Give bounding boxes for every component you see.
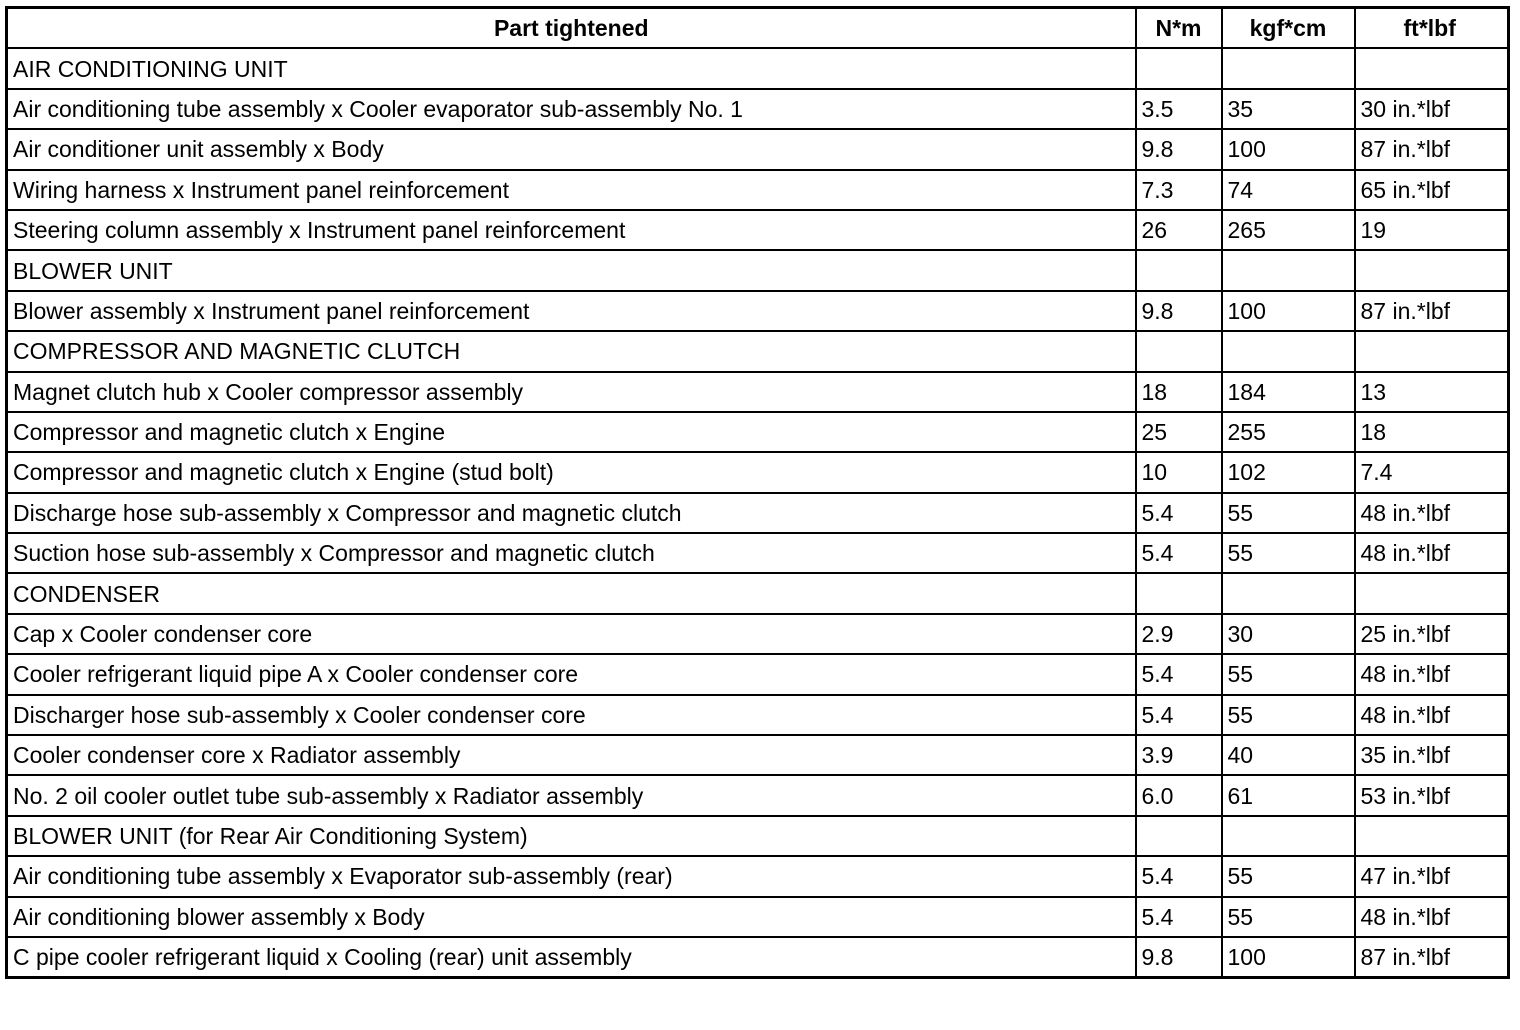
table-row: [7, 654, 1509, 694]
cell-kgfcm: [1222, 573, 1355, 613]
cell-part: C pipe cooler refrigerant liquid x Cooling (rear) unit assembly: [7, 937, 1136, 978]
cell-kgfcm: 102: [1222, 452, 1355, 492]
cell-part: Cooler condenser core x Radiator assembly: [7, 735, 1136, 775]
table-row: [7, 210, 1509, 250]
cell-nm: [1136, 250, 1222, 290]
table-row: [7, 170, 1509, 210]
cell-nm: 6.0: [1136, 775, 1222, 815]
table-row: [7, 452, 1509, 492]
cell-kgfcm: 61: [1222, 775, 1355, 815]
header-kgf-cm: kgf*cm: [1222, 8, 1355, 49]
cell-ftlbf: 65 in.*lbf: [1355, 170, 1509, 210]
cell-nm: 2.9: [1136, 614, 1222, 654]
cell-nm: 3.5: [1136, 89, 1222, 129]
cell-nm: 5.4: [1136, 533, 1222, 573]
cell-nm: 9.8: [1136, 129, 1222, 169]
cell-ftlbf: 48 in.*lbf: [1355, 493, 1509, 533]
table-row: [7, 937, 1509, 978]
table-row: [7, 533, 1509, 573]
cell-part: Suction hose sub-assembly x Compressor and magnetic clutch: [7, 533, 1136, 573]
cell-part: Discharger hose sub-assembly x Cooler condenser core: [7, 695, 1136, 735]
cell-ftlbf: 13: [1355, 372, 1509, 412]
cell-kgfcm: 100: [1222, 291, 1355, 331]
section-row: [7, 250, 1509, 290]
cell-nm: 10: [1136, 452, 1222, 492]
cell-kgfcm: 74: [1222, 170, 1355, 210]
cell-nm: 9.8: [1136, 291, 1222, 331]
cell-part: Steering column assembly x Instrument panel reinforcement: [7, 210, 1136, 250]
cell-part: Compressor and magnetic clutch x Engine: [7, 412, 1136, 452]
cell-ftlbf: 48 in.*lbf: [1355, 533, 1509, 573]
table-row: [7, 897, 1509, 937]
cell-part: Compressor and magnetic clutch x Engine (stud bolt): [7, 452, 1136, 492]
cell-ftlbf: 53 in.*lbf: [1355, 775, 1509, 815]
table-row: [7, 291, 1509, 331]
section-heading: CONDENSER: [7, 573, 1136, 613]
section-heading: AIR CONDITIONING UNIT: [7, 48, 1136, 88]
cell-kgfcm: 55: [1222, 856, 1355, 896]
section-row: [7, 816, 1509, 856]
cell-part: Discharge hose sub-assembly x Compressor and magnetic clutch: [7, 493, 1136, 533]
table-row: [7, 614, 1509, 654]
cell-kgfcm: [1222, 250, 1355, 290]
cell-nm: 18: [1136, 372, 1222, 412]
cell-nm: 5.4: [1136, 493, 1222, 533]
cell-kgfcm: 55: [1222, 695, 1355, 735]
cell-nm: [1136, 816, 1222, 856]
cell-part: Blower assembly x Instrument panel reinforcement: [7, 291, 1136, 331]
cell-part: Air conditioning blower assembly x Body: [7, 897, 1136, 937]
cell-kgfcm: 265: [1222, 210, 1355, 250]
cell-kgfcm: 55: [1222, 493, 1355, 533]
cell-nm: 5.4: [1136, 897, 1222, 937]
cell-ftlbf: 18: [1355, 412, 1509, 452]
cell-ftlbf: 48 in.*lbf: [1355, 695, 1509, 735]
cell-ftlbf: [1355, 816, 1509, 856]
cell-nm: [1136, 331, 1222, 371]
table-row: [7, 775, 1509, 815]
cell-ftlbf: [1355, 573, 1509, 613]
cell-part: Air conditioning tube assembly x Cooler evaporator sub-assembly No. 1: [7, 89, 1136, 129]
section-heading: COMPRESSOR AND MAGNETIC CLUTCH: [7, 331, 1136, 371]
cell-ftlbf: 87 in.*lbf: [1355, 291, 1509, 331]
cell-kgfcm: [1222, 331, 1355, 371]
cell-nm: 26: [1136, 210, 1222, 250]
torque-specification-table: [5, 6, 1510, 979]
table-row: [7, 735, 1509, 775]
cell-part: Magnet clutch hub x Cooler compressor assembly: [7, 372, 1136, 412]
cell-nm: 5.4: [1136, 695, 1222, 735]
cell-part: No. 2 oil cooler outlet tube sub-assembly x Radiator assembly: [7, 775, 1136, 815]
cell-kgfcm: 100: [1222, 937, 1355, 978]
cell-kgfcm: 100: [1222, 129, 1355, 169]
cell-kgfcm: 30: [1222, 614, 1355, 654]
cell-ftlbf: [1355, 250, 1509, 290]
cell-nm: [1136, 573, 1222, 613]
cell-ftlbf: 48 in.*lbf: [1355, 654, 1509, 694]
cell-nm: 3.9: [1136, 735, 1222, 775]
table-row: [7, 89, 1509, 129]
cell-ftlbf: 7.4: [1355, 452, 1509, 492]
table-row: [7, 493, 1509, 533]
cell-kgfcm: 255: [1222, 412, 1355, 452]
cell-part: Cap x Cooler condenser core: [7, 614, 1136, 654]
header-newton-meter: N*m: [1136, 8, 1222, 49]
cell-nm: 5.4: [1136, 654, 1222, 694]
cell-nm: 25: [1136, 412, 1222, 452]
cell-kgfcm: [1222, 816, 1355, 856]
cell-ftlbf: 47 in.*lbf: [1355, 856, 1509, 896]
cell-ftlbf: 35 in.*lbf: [1355, 735, 1509, 775]
cell-kgfcm: 55: [1222, 897, 1355, 937]
cell-ftlbf: 87 in.*lbf: [1355, 129, 1509, 169]
cell-ftlbf: 87 in.*lbf: [1355, 937, 1509, 978]
cell-kgfcm: 184: [1222, 372, 1355, 412]
table-row: [7, 856, 1509, 896]
table-row: [7, 412, 1509, 452]
cell-kgfcm: 35: [1222, 89, 1355, 129]
section-heading: BLOWER UNIT (for Rear Air Conditioning System): [7, 816, 1136, 856]
cell-nm: 9.8: [1136, 937, 1222, 978]
table-row: [7, 372, 1509, 412]
cell-ftlbf: [1355, 331, 1509, 371]
cell-ftlbf: 19: [1355, 210, 1509, 250]
section-row: [7, 331, 1509, 371]
cell-ftlbf: [1355, 48, 1509, 88]
cell-ftlbf: 25 in.*lbf: [1355, 614, 1509, 654]
header-row: [7, 8, 1509, 49]
cell-nm: 5.4: [1136, 856, 1222, 896]
cell-kgfcm: 55: [1222, 533, 1355, 573]
cell-kgfcm: [1222, 48, 1355, 88]
table-row: [7, 695, 1509, 735]
section-row: [7, 48, 1509, 88]
cell-ftlbf: 48 in.*lbf: [1355, 897, 1509, 937]
cell-kgfcm: 55: [1222, 654, 1355, 694]
cell-part: Wiring harness x Instrument panel reinforcement: [7, 170, 1136, 210]
cell-kgfcm: 40: [1222, 735, 1355, 775]
header-ft-lbf: ft*lbf: [1355, 8, 1509, 49]
section-heading: BLOWER UNIT: [7, 250, 1136, 290]
section-row: [7, 573, 1509, 613]
cell-part: Air conditioning tube assembly x Evaporator sub-assembly (rear): [7, 856, 1136, 896]
cell-nm: [1136, 48, 1222, 88]
cell-part: Cooler refrigerant liquid pipe A x Cooler condenser core: [7, 654, 1136, 694]
table-row: [7, 129, 1509, 169]
cell-ftlbf: 30 in.*lbf: [1355, 89, 1509, 129]
header-part-tightened: Part tightened: [7, 8, 1136, 49]
table-body: [7, 48, 1509, 977]
cell-part: Air conditioner unit assembly x Body: [7, 129, 1136, 169]
cell-nm: 7.3: [1136, 170, 1222, 210]
